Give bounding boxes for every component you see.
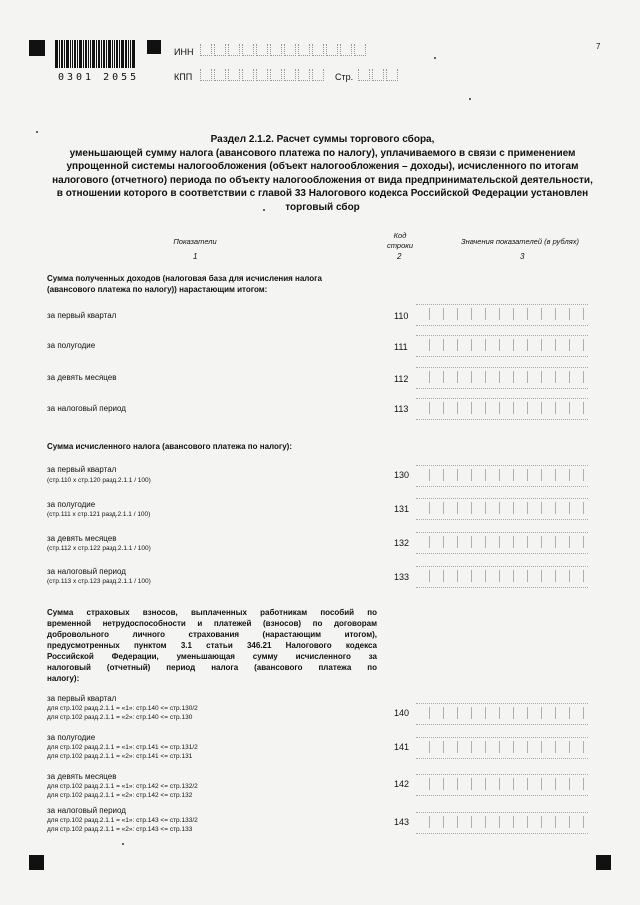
alignment-marker-top-left [29,40,45,56]
column-number-1: 1 [193,252,198,261]
value-field-110[interactable] [416,304,588,326]
row-condition: для стр.102 разд.2.1.1 = «1»: стр.142 <= стр.132/2 [47,783,198,790]
value-field-132[interactable] [416,532,588,554]
row-code: 131 [394,504,410,514]
column-number-2: 2 [397,252,402,261]
heading-line: налоговый (отчетный) период налога (авансового платежа по [47,663,377,672]
row-code: 130 [394,470,410,480]
row-formula: (стр.113 х стр.123 разд.2.1.1 / 100) [47,578,151,585]
barcode [55,40,143,68]
row-condition: для стр.102 разд.2.1.1 = «2»: стр.140 <= стр.130 [47,714,193,721]
title-line: Раздел 2.1.2. Расчет суммы торгового сбора, [210,134,435,145]
inn-cells[interactable] [200,44,368,56]
row-label: за полугодие [47,500,96,509]
row-label: за полугодие [47,733,96,742]
row-code: 140 [394,708,410,718]
heading-line: налогу): [47,674,80,683]
title-line: упрощенной системы налогообложения (объект налогообложения – доходы), исчисленного по итогам [66,161,579,172]
alignment-marker-top-right [147,40,161,54]
row-formula: (стр.111 х стр.121 разд.2.1.1 / 100) [47,511,151,518]
row-code: 111 [394,342,408,352]
title-line: налогового (отчетного) периода по объекту налогообложения от вида предпринимательской деятельности, [52,174,593,186]
value-field-131[interactable] [416,498,588,520]
row-label: за налоговый период [47,806,126,815]
row-code: 142 [394,779,410,789]
value-field-142[interactable] [416,774,588,796]
title-line: торговый сбор [285,201,360,213]
value-field-143[interactable] [416,812,588,834]
column-number-3: 3 [520,252,525,261]
column-header-values: Значения показателей (в рублях) [461,237,579,246]
scan-speck [36,131,38,133]
row-code: 112 [394,374,409,384]
value-field-140[interactable] [416,703,588,725]
heading-line: (авансового платежа по налогу)) нарастающим итогом: [47,285,268,294]
row-formula: (стр.112 х стр.122 разд.2.1.1 / 100) [47,545,151,552]
row-code: 143 [394,817,410,827]
heading-line: Российской Федерации, уменьшающая сумму исчисленного за [47,652,377,661]
page-label: Стр. [335,72,354,82]
row-label: за девять месяцев [47,534,117,543]
column-header-code-line: Код [393,231,407,240]
column-header-code-line: строки [387,241,413,250]
page-number-cells[interactable] [358,69,400,81]
value-field-130[interactable] [416,465,588,487]
row-label: за девять месяцев [47,373,117,382]
row-code: 113 [394,404,409,414]
row-code: 141 [394,742,410,752]
alignment-marker-bottom-left [29,855,44,870]
heading-line: Сумма страховых взносов, выплаченных работникам пособий по [47,608,377,617]
section2-heading: Сумма исчисленного налога (авансового платежа по налогу): [47,442,292,451]
alignment-marker-bottom-right [596,855,611,870]
value-field-133[interactable] [416,566,588,588]
section-title [40,133,605,214]
row-label: за первый квартал [47,311,117,320]
row-condition: для стр.102 разд.2.1.1 = «1»: стр.141 <= стр.131/2 [47,744,198,751]
scan-speck [469,98,471,100]
heading-line: Сумма полученных доходов (налоговая база для исчисления налога [47,274,322,283]
scan-speck [122,843,124,845]
title-line: в отношении которого в соответствии с главой 33 Налогового кодекса Российской Федерации установлен [56,188,589,199]
section3-heading [47,607,377,684]
row-label: за первый квартал [47,465,117,474]
row-label: за девять месяцев [47,772,117,781]
row-condition: для стр.102 разд.2.1.1 = «2»: стр.142 <= стр.132 [47,792,193,799]
row-condition: для стр.102 разд.2.1.1 = «1»: стр.140 <= стр.130/2 [47,705,198,712]
heading-line: временной нетрудоспособности и платежей (взносов) по договорам [47,619,377,628]
section1-heading [47,273,377,295]
value-field-141[interactable] [416,737,588,759]
sheet-number: 7 [596,42,601,51]
heading-line: добровольного личного страхования (нарастающим итогом), [47,630,377,639]
row-condition: для стр.102 разд.2.1.1 = «2»: стр.141 <= стр.131 [47,753,193,760]
column-header-code [378,231,422,251]
kpp-label: КПП [174,72,193,82]
inn-label: ИНН [174,47,194,57]
row-label: за налоговый период [47,404,126,413]
row-label: за налоговый период [47,567,126,576]
row-code: 133 [394,572,410,582]
row-condition: для стр.102 разд.2.1.1 = «2»: стр.143 <= стр.133 [47,826,193,833]
value-field-112[interactable] [416,367,588,389]
value-field-113[interactable] [416,398,588,420]
kpp-cells[interactable] [200,69,326,81]
barcode-number: 0301 2055 [58,72,140,83]
row-code: 110 [394,311,409,321]
heading-line: предусмотренных пунктом 3.1 статьи 346.21 Налогового кодекса [47,641,377,650]
column-header-indicators: Показатели [173,237,217,246]
row-code: 132 [394,538,410,548]
value-field-111[interactable] [416,335,588,357]
row-label: за первый квартал [47,694,117,703]
scan-speck [434,57,436,59]
row-label: за полугодие [47,341,96,350]
title-line: уменьшающей сумму налога (авансового платежа по налогу), уплачиваемого в связи с применением [69,147,576,159]
row-formula: (стр.110 х стр.120 разд.2.1.1 / 100) [47,477,151,484]
row-condition: для стр.102 разд.2.1.1 = «1»: стр.143 <= стр.133/2 [47,817,198,824]
